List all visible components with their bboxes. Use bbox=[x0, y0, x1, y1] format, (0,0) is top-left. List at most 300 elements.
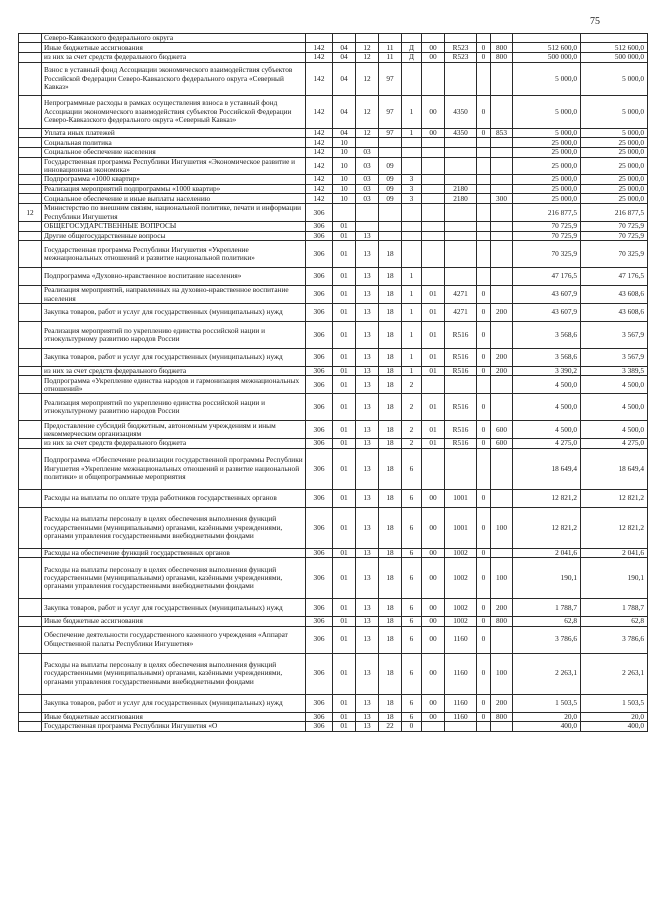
code-cell: 00 bbox=[422, 617, 445, 626]
code-cell: 1160 bbox=[445, 694, 477, 712]
row-number bbox=[19, 712, 42, 721]
row-number bbox=[19, 694, 42, 712]
code-cell: 306 bbox=[306, 376, 333, 394]
code-cell: 01 bbox=[333, 548, 356, 557]
row-name: Реализация мероприятий, направленных на духовно-нравственное воспитание населения bbox=[42, 286, 306, 304]
code-cell: 13 bbox=[356, 322, 379, 349]
amount-cell: 62,8 bbox=[513, 617, 581, 626]
code-cell bbox=[491, 204, 513, 222]
code-cell: 00 bbox=[422, 128, 445, 137]
table-row bbox=[19, 507, 648, 548]
row-number bbox=[19, 376, 42, 394]
code-cell: 0 bbox=[477, 558, 491, 599]
amount-cell: 70 325,9 bbox=[513, 241, 581, 268]
code-cell: 3 bbox=[402, 194, 422, 204]
table-row bbox=[19, 376, 648, 394]
code-cell: 0 bbox=[477, 304, 491, 322]
code-cell: 01 bbox=[422, 421, 445, 439]
row-number bbox=[19, 194, 42, 204]
row-name: Реализация мероприятий подпрограммы «1000 квартир» bbox=[42, 184, 306, 193]
code-cell: 800 bbox=[491, 617, 513, 626]
code-cell: 142 bbox=[306, 184, 333, 193]
code-cell: 01 bbox=[422, 367, 445, 376]
code-cell: 11 bbox=[379, 53, 402, 62]
table-row bbox=[19, 322, 648, 349]
row-number bbox=[19, 653, 42, 694]
amount-cell: 1 788,7 bbox=[581, 599, 648, 617]
code-cell: 09 bbox=[379, 194, 402, 204]
row-name: Другие общегосударственные вопросы bbox=[42, 231, 306, 240]
code-cell: 00 bbox=[422, 626, 445, 653]
code-cell bbox=[491, 268, 513, 286]
code-cell: Д bbox=[402, 53, 422, 62]
amount-cell: 25 000,0 bbox=[581, 194, 648, 204]
code-cell: 1 bbox=[402, 128, 422, 137]
code-cell: 13 bbox=[356, 558, 379, 599]
code-cell: 10 bbox=[333, 194, 356, 204]
code-cell: 03 bbox=[356, 148, 379, 157]
code-cell: 18 bbox=[379, 349, 402, 367]
code-cell: R516 bbox=[445, 421, 477, 439]
code-cell: 13 bbox=[356, 722, 379, 732]
code-cell: 00 bbox=[422, 95, 445, 128]
table-row bbox=[19, 489, 648, 507]
table-row bbox=[19, 53, 648, 62]
code-cell bbox=[422, 157, 445, 175]
code-cell bbox=[402, 204, 422, 222]
code-cell: 04 bbox=[333, 43, 356, 53]
table-row bbox=[19, 599, 648, 617]
code-cell: 4350 bbox=[445, 128, 477, 137]
code-cell: 2 bbox=[402, 376, 422, 394]
code-cell: 142 bbox=[306, 62, 333, 95]
code-cell: 4271 bbox=[445, 286, 477, 304]
code-cell: 01 bbox=[333, 376, 356, 394]
code-cell: 13 bbox=[356, 376, 379, 394]
table-row bbox=[19, 95, 648, 128]
code-cell: 01 bbox=[422, 322, 445, 349]
row-name: Социальное обеспечение населения bbox=[42, 148, 306, 157]
amount-cell: 5 000,0 bbox=[581, 95, 648, 128]
code-cell: 0 bbox=[477, 367, 491, 376]
code-cell: 10 bbox=[333, 138, 356, 148]
code-cell: R516 bbox=[445, 394, 477, 421]
code-cell bbox=[491, 175, 513, 184]
row-number bbox=[19, 617, 42, 626]
code-cell: 800 bbox=[491, 53, 513, 62]
code-cell: 306 bbox=[306, 694, 333, 712]
code-cell: 600 bbox=[491, 421, 513, 439]
code-cell: 04 bbox=[333, 62, 356, 95]
code-cell: 306 bbox=[306, 241, 333, 268]
code-cell: 853 bbox=[491, 128, 513, 137]
code-cell: 13 bbox=[356, 489, 379, 507]
code-cell bbox=[491, 376, 513, 394]
row-number bbox=[19, 439, 42, 448]
code-cell bbox=[356, 138, 379, 148]
code-cell: 142 bbox=[306, 194, 333, 204]
code-cell: 13 bbox=[356, 367, 379, 376]
code-cell bbox=[402, 241, 422, 268]
code-cell: 306 bbox=[306, 367, 333, 376]
code-cell bbox=[491, 95, 513, 128]
row-number bbox=[19, 184, 42, 193]
code-cell bbox=[402, 34, 422, 43]
code-cell: 18 bbox=[379, 626, 402, 653]
code-cell: 800 bbox=[491, 43, 513, 53]
code-cell bbox=[477, 148, 491, 157]
code-cell: R516 bbox=[445, 322, 477, 349]
code-cell: 306 bbox=[306, 507, 333, 548]
code-cell bbox=[491, 148, 513, 157]
amount-cell: 12 821,2 bbox=[581, 489, 648, 507]
code-cell: 18 bbox=[379, 448, 402, 489]
row-name: Министерство по внешним связям, национальной политике, печати и информации Республики Ингушетия bbox=[42, 204, 306, 222]
code-cell bbox=[445, 448, 477, 489]
row-number bbox=[19, 43, 42, 53]
code-cell bbox=[422, 204, 445, 222]
code-cell: 306 bbox=[306, 286, 333, 304]
code-cell: 13 bbox=[356, 626, 379, 653]
code-cell bbox=[306, 34, 333, 43]
code-cell bbox=[491, 722, 513, 732]
code-cell: 13 bbox=[356, 304, 379, 322]
code-cell bbox=[402, 231, 422, 240]
amount-cell: 12 821,2 bbox=[513, 489, 581, 507]
table-row bbox=[19, 367, 648, 376]
row-number bbox=[19, 548, 42, 557]
code-cell: 0 bbox=[477, 43, 491, 53]
code-cell bbox=[445, 175, 477, 184]
table-row bbox=[19, 138, 648, 148]
code-cell: 12 bbox=[356, 43, 379, 53]
code-cell: R523 bbox=[445, 53, 477, 62]
amount-cell: 512 600,0 bbox=[581, 43, 648, 53]
row-name: Подпрограмма «1000 квартир» bbox=[42, 175, 306, 184]
amount-cell: 3 567,9 bbox=[581, 322, 648, 349]
code-cell: 6 bbox=[402, 448, 422, 489]
amount-cell: 4 275,0 bbox=[513, 439, 581, 448]
code-cell: 0 bbox=[477, 128, 491, 137]
code-cell bbox=[422, 722, 445, 732]
amount-cell: 43 608,6 bbox=[581, 304, 648, 322]
code-cell: 0 bbox=[477, 712, 491, 721]
code-cell: 01 bbox=[333, 712, 356, 721]
code-cell: 13 bbox=[356, 694, 379, 712]
row-name: Закупка товаров, работ и услуг для государственных (муниципальных) нужд bbox=[42, 599, 306, 617]
amount-cell: 4 500,0 bbox=[581, 376, 648, 394]
code-cell: 200 bbox=[491, 349, 513, 367]
code-cell: 18 bbox=[379, 376, 402, 394]
code-cell bbox=[477, 241, 491, 268]
code-cell: 100 bbox=[491, 558, 513, 599]
code-cell: 3 bbox=[402, 184, 422, 193]
code-cell: 142 bbox=[306, 43, 333, 53]
code-cell: 01 bbox=[333, 448, 356, 489]
code-cell: 306 bbox=[306, 421, 333, 439]
amount-cell: 3 568,6 bbox=[513, 322, 581, 349]
amount-cell: 47 176,5 bbox=[513, 268, 581, 286]
code-cell bbox=[379, 204, 402, 222]
code-cell bbox=[333, 34, 356, 43]
code-cell bbox=[477, 204, 491, 222]
code-cell bbox=[491, 322, 513, 349]
amount-cell: 25 000,0 bbox=[581, 157, 648, 175]
code-cell: 00 bbox=[422, 694, 445, 712]
row-name: Государственная программа Республики Ингушетия «О bbox=[42, 722, 306, 732]
code-cell: 0 bbox=[477, 53, 491, 62]
code-cell: 00 bbox=[422, 489, 445, 507]
code-cell: 0 bbox=[477, 617, 491, 626]
row-number bbox=[19, 157, 42, 175]
row-number bbox=[19, 394, 42, 421]
amount-cell: 25 000,0 bbox=[581, 184, 648, 193]
amount-cell: 1 788,7 bbox=[513, 599, 581, 617]
code-cell: 03 bbox=[356, 157, 379, 175]
code-cell: 142 bbox=[306, 175, 333, 184]
code-cell bbox=[356, 34, 379, 43]
row-name: Уплата иных платежей bbox=[42, 128, 306, 137]
code-cell: 0 bbox=[477, 626, 491, 653]
code-cell: 12 bbox=[356, 128, 379, 137]
code-cell bbox=[477, 34, 491, 43]
table-row bbox=[19, 194, 648, 204]
table-row bbox=[19, 62, 648, 95]
code-cell bbox=[445, 268, 477, 286]
code-cell: 1002 bbox=[445, 548, 477, 557]
code-cell: 6 bbox=[402, 489, 422, 507]
code-cell: 01 bbox=[333, 241, 356, 268]
code-cell bbox=[379, 231, 402, 240]
code-cell: 00 bbox=[422, 53, 445, 62]
row-number bbox=[19, 626, 42, 653]
table-row bbox=[19, 439, 648, 448]
code-cell: 18 bbox=[379, 599, 402, 617]
code-cell bbox=[356, 204, 379, 222]
code-cell: 01 bbox=[333, 439, 356, 448]
table-row bbox=[19, 148, 648, 157]
code-cell: 1002 bbox=[445, 617, 477, 626]
code-cell: 00 bbox=[422, 558, 445, 599]
code-cell: 142 bbox=[306, 53, 333, 62]
code-cell: 10 bbox=[333, 175, 356, 184]
code-cell: 0 bbox=[402, 722, 422, 732]
code-cell bbox=[402, 148, 422, 157]
code-cell: 600 bbox=[491, 439, 513, 448]
code-cell bbox=[422, 62, 445, 95]
code-cell bbox=[379, 222, 402, 231]
code-cell: 2 bbox=[402, 439, 422, 448]
page-number: 75 bbox=[590, 16, 600, 27]
amount-cell: 20,0 bbox=[513, 712, 581, 721]
code-cell: 0 bbox=[477, 286, 491, 304]
code-cell: 13 bbox=[356, 548, 379, 557]
amount-cell: 12 821,2 bbox=[513, 507, 581, 548]
code-cell: 01 bbox=[333, 626, 356, 653]
row-name: Северо-Кавказского федерального округа bbox=[42, 34, 306, 43]
amount-cell: 47 176,5 bbox=[581, 268, 648, 286]
code-cell: 22 bbox=[379, 722, 402, 732]
code-cell: 97 bbox=[379, 95, 402, 128]
row-name: Расходы на выплаты персоналу в целях обеспечения выполнения функций государственными (муниципальными) органами, казёнными учреждениями, органами управления государственными внебюджетными фондами bbox=[42, 558, 306, 599]
amount-cell: 190,1 bbox=[581, 558, 648, 599]
row-name: Взнос в уставный фонд Ассоциации экономического взаимодействия субъектов Российской Федерации Северо-Кавказского федерального округа «Северный Кавказ» bbox=[42, 62, 306, 95]
code-cell bbox=[491, 626, 513, 653]
row-name: Иные бюджетные ассигнования bbox=[42, 43, 306, 53]
amount-cell: 43 608,6 bbox=[581, 286, 648, 304]
code-cell: 01 bbox=[422, 394, 445, 421]
amount-cell: 400,0 bbox=[513, 722, 581, 732]
code-cell: 18 bbox=[379, 617, 402, 626]
code-cell: 306 bbox=[306, 439, 333, 448]
amount-cell: 25 000,0 bbox=[513, 148, 581, 157]
row-name: Иные бюджетные ассигнования bbox=[42, 712, 306, 721]
amount-cell: 70 725,9 bbox=[513, 231, 581, 240]
amount-cell: 4 500,0 bbox=[513, 394, 581, 421]
code-cell bbox=[491, 286, 513, 304]
code-cell: 00 bbox=[422, 507, 445, 548]
table-row bbox=[19, 421, 648, 439]
code-cell: 1002 bbox=[445, 558, 477, 599]
code-cell: 10 bbox=[333, 148, 356, 157]
row-name: Реализация мероприятий по укреплению единства российской нации и этнокультурному развитию народов России bbox=[42, 394, 306, 421]
code-cell: 01 bbox=[333, 489, 356, 507]
row-name: Обеспечение деятельности государственного казенного учреждения «Аппарат Общественной палаты Республики Ингушетия» bbox=[42, 626, 306, 653]
code-cell: 6 bbox=[402, 626, 422, 653]
code-cell: 03 bbox=[356, 184, 379, 193]
table-row bbox=[19, 286, 648, 304]
code-cell: 800 bbox=[491, 712, 513, 721]
code-cell: 18 bbox=[379, 304, 402, 322]
code-cell bbox=[491, 34, 513, 43]
amount-cell: 4 275,0 bbox=[581, 439, 648, 448]
code-cell: 142 bbox=[306, 148, 333, 157]
code-cell: 13 bbox=[356, 712, 379, 721]
code-cell: 04 bbox=[333, 53, 356, 62]
code-cell bbox=[445, 376, 477, 394]
amount-cell: 70 725,9 bbox=[581, 231, 648, 240]
code-cell: 306 bbox=[306, 558, 333, 599]
code-cell: 0 bbox=[477, 507, 491, 548]
code-cell bbox=[477, 138, 491, 148]
code-cell: 18 bbox=[379, 653, 402, 694]
code-cell bbox=[422, 138, 445, 148]
code-cell bbox=[477, 175, 491, 184]
code-cell: 13 bbox=[356, 286, 379, 304]
code-cell: 306 bbox=[306, 617, 333, 626]
code-cell: 0 bbox=[477, 653, 491, 694]
code-cell bbox=[477, 722, 491, 732]
code-cell: 13 bbox=[356, 241, 379, 268]
code-cell: 18 bbox=[379, 558, 402, 599]
code-cell: 6 bbox=[402, 548, 422, 557]
code-cell bbox=[422, 194, 445, 204]
code-cell bbox=[422, 448, 445, 489]
code-cell: 09 bbox=[379, 175, 402, 184]
code-cell: 306 bbox=[306, 489, 333, 507]
code-cell bbox=[445, 157, 477, 175]
code-cell bbox=[422, 222, 445, 231]
code-cell: 13 bbox=[356, 448, 379, 489]
code-cell: 100 bbox=[491, 507, 513, 548]
amount-cell: 190,1 bbox=[513, 558, 581, 599]
code-cell: 01 bbox=[333, 222, 356, 231]
code-cell bbox=[491, 157, 513, 175]
code-cell: 01 bbox=[333, 617, 356, 626]
code-cell: 6 bbox=[402, 694, 422, 712]
page-edge bbox=[0, 901, 640, 905]
amount-cell: 43 607,9 bbox=[513, 304, 581, 322]
amount-cell: 3 390,2 bbox=[513, 367, 581, 376]
amount-cell: 500 000,0 bbox=[513, 53, 581, 62]
code-cell: 01 bbox=[333, 322, 356, 349]
row-number bbox=[19, 138, 42, 148]
code-cell: 01 bbox=[333, 304, 356, 322]
row-number bbox=[19, 367, 42, 376]
amount-cell: 25 000,0 bbox=[513, 138, 581, 148]
code-cell: 0 bbox=[477, 95, 491, 128]
code-cell: 6 bbox=[402, 653, 422, 694]
code-cell: 03 bbox=[356, 194, 379, 204]
table-row bbox=[19, 157, 648, 175]
table-row bbox=[19, 304, 648, 322]
row-name: Расходы на выплаты по оплате труда работников государственных органов bbox=[42, 489, 306, 507]
table-row bbox=[19, 349, 648, 367]
code-cell bbox=[333, 204, 356, 222]
amount-cell: 25 000,0 bbox=[513, 184, 581, 193]
code-cell: 01 bbox=[422, 304, 445, 322]
amount-cell: 4 500,0 bbox=[513, 376, 581, 394]
code-cell: 01 bbox=[333, 507, 356, 548]
amount-cell: 18 649,4 bbox=[581, 448, 648, 489]
code-cell: 00 bbox=[422, 599, 445, 617]
code-cell bbox=[491, 222, 513, 231]
code-cell: 3 bbox=[402, 175, 422, 184]
table-row bbox=[19, 34, 648, 43]
table-row bbox=[19, 222, 648, 231]
code-cell: 12 bbox=[356, 62, 379, 95]
row-number bbox=[19, 322, 42, 349]
code-cell bbox=[491, 231, 513, 240]
code-cell: 1 bbox=[402, 322, 422, 349]
code-cell: 01 bbox=[333, 558, 356, 599]
code-cell: 0 bbox=[477, 548, 491, 557]
code-cell: 6 bbox=[402, 558, 422, 599]
code-cell bbox=[402, 157, 422, 175]
amount-cell: 70 725,9 bbox=[513, 222, 581, 231]
row-number bbox=[19, 268, 42, 286]
code-cell bbox=[491, 62, 513, 95]
code-cell: 18 bbox=[379, 507, 402, 548]
amount-cell: 2 263,1 bbox=[581, 653, 648, 694]
code-cell: R516 bbox=[445, 349, 477, 367]
table-row bbox=[19, 231, 648, 240]
code-cell bbox=[491, 448, 513, 489]
row-name: из них за счет средств федерального бюджета bbox=[42, 439, 306, 448]
code-cell bbox=[477, 231, 491, 240]
code-cell: 0 bbox=[477, 322, 491, 349]
row-number bbox=[19, 722, 42, 732]
code-cell: 01 bbox=[333, 599, 356, 617]
code-cell: 1 bbox=[402, 95, 422, 128]
code-cell: 306 bbox=[306, 304, 333, 322]
amount-cell: 4 500,0 bbox=[513, 421, 581, 439]
code-cell bbox=[402, 138, 422, 148]
amount-cell: 216 877,5 bbox=[581, 204, 648, 222]
code-cell bbox=[445, 204, 477, 222]
code-cell: 00 bbox=[422, 548, 445, 557]
code-cell bbox=[402, 62, 422, 95]
